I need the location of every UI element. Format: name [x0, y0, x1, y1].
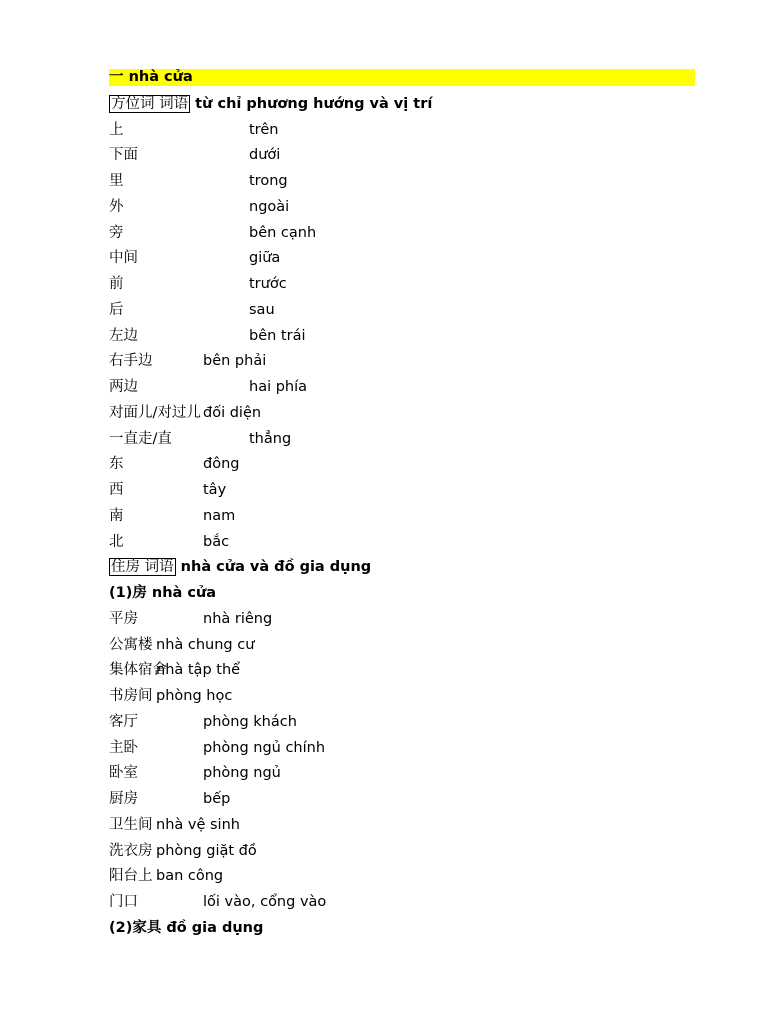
vocab-row — [109, 452, 695, 478]
vocab-term: 左边 — [109, 327, 138, 344]
vocab-meaning: phòng học — [156, 688, 233, 704]
vocab-meaning: ban công — [156, 868, 224, 885]
vocab-row — [109, 324, 695, 350]
vocab-row — [109, 813, 695, 839]
vocab-term: 门口 — [109, 894, 138, 910]
vocab-term: 南 — [109, 507, 124, 524]
vocab-row — [109, 530, 695, 556]
subsection-heading: (1)房 nhà cửa — [109, 585, 217, 601]
vocab-row — [109, 195, 695, 221]
vocab-term: 北 — [109, 533, 124, 550]
vocab-row — [109, 169, 695, 195]
vocab-term: 平房 — [109, 610, 138, 627]
vocab-term: 卧室 — [109, 765, 138, 782]
vocab-row — [109, 375, 695, 401]
vocab-term: 上 — [109, 121, 124, 138]
vocab-term: 洗衣房 — [109, 842, 153, 859]
vocab-meaning: trên — [249, 121, 279, 138]
vocab-meaning: phòng ngủ chính — [203, 739, 326, 756]
vocab-meaning: đông — [203, 456, 240, 473]
vocab-meaning: giữa — [249, 250, 281, 267]
vocab-term: 两边 — [109, 379, 138, 395]
vocab-row — [109, 504, 695, 530]
vocab-row — [109, 478, 695, 504]
vocab-meaning: nhà riêng — [203, 610, 273, 627]
vocab-term: 客厅 — [109, 713, 138, 730]
vocab-row — [109, 607, 695, 633]
vocab-meaning: bếp — [203, 791, 231, 807]
vocab-row — [109, 118, 695, 144]
vocab-meaning: sau — [249, 301, 275, 318]
vocab-meaning: dưới — [249, 147, 281, 164]
vocab-meaning: phòng ngủ — [203, 765, 281, 782]
vocab-meaning: tây — [203, 482, 227, 498]
vocab-meaning: phòng giặt đồ — [156, 842, 257, 859]
vocab-term: 中间 — [109, 250, 138, 267]
vocab-term: 东 — [109, 456, 124, 473]
vocab-meaning: nhà tập thể — [156, 662, 241, 679]
vocab-term: 右手边 — [109, 353, 153, 370]
vocab-term: 前 — [109, 276, 124, 292]
vocab-term: 阳台上 — [109, 868, 153, 885]
section1-boxed-label: 方位词 词语 — [111, 95, 189, 112]
vocab-row — [109, 658, 695, 684]
chapter-title-prefix: 一 — [109, 69, 124, 85]
vocab-meaning: hai phía — [249, 379, 308, 395]
vocab-row — [109, 246, 695, 272]
chapter-title-bar — [109, 69, 695, 86]
section2-boxed-label: 住房 词语 — [111, 559, 174, 576]
vocab-term: 旁 — [109, 224, 124, 241]
section1-heading-text: từ chỉ phương hướng và vị trí — [195, 95, 433, 112]
document-page — [109, 66, 695, 942]
vocab-row — [109, 890, 695, 916]
vocab-meaning: phòng khách — [203, 713, 297, 730]
vocab-row — [109, 684, 695, 710]
vocab-row — [109, 401, 695, 427]
vocab-meaning: nhà chung cư — [156, 636, 255, 653]
vocab-term: 卫生间 — [109, 816, 153, 833]
vocab-meaning: bắc — [203, 533, 230, 550]
vocab-meaning: bên trái — [249, 327, 306, 344]
vocab-term: 后 — [109, 301, 124, 318]
vocab-term: 厨房 — [109, 791, 138, 807]
vocab-row — [109, 710, 695, 736]
vocab-row — [109, 633, 695, 659]
vocab-term: 下面 — [109, 147, 138, 164]
section2-heading-text: nhà cửa và đồ gia dụng — [180, 559, 372, 576]
vocab-term: 书房间 — [109, 688, 153, 704]
vocab-row — [109, 736, 695, 762]
vocab-meaning: thẳng — [249, 430, 292, 447]
chapter-title-text: nhà cửa — [128, 69, 193, 85]
vocab-term: 一直走/直 — [109, 430, 172, 447]
vocab-row — [109, 272, 695, 298]
vocab-row — [109, 349, 695, 375]
subsection-heading: (2)家具 đồ gia dụng — [109, 919, 264, 936]
vocab-term: 集体宿舍 — [109, 662, 167, 679]
vocab-meaning: bên cạnh — [249, 224, 317, 241]
vocab-meaning: lối vào, cổng vào — [203, 894, 327, 910]
vocab-meaning: trước — [249, 276, 287, 292]
vocab-meaning: bên phải — [203, 353, 267, 370]
vocab-row — [109, 761, 695, 787]
vocab-row — [109, 864, 695, 890]
section2-heading — [109, 555, 695, 581]
vocab-row — [109, 839, 695, 865]
vocab-row — [109, 221, 695, 247]
vocab-row — [109, 787, 695, 813]
vocab-meaning: nhà vệ sinh — [156, 816, 240, 833]
vocab-term: 里 — [109, 173, 124, 189]
vocab-meaning: nam — [203, 507, 236, 524]
vocab-term: 外 — [109, 198, 124, 215]
vocab-row — [109, 143, 695, 169]
section1-heading — [109, 92, 695, 118]
vocab-row — [109, 427, 695, 453]
vocab-term: 西 — [109, 482, 124, 498]
vocab-meaning: đối diện — [203, 404, 262, 421]
vocab-term: 公寓楼 — [109, 636, 153, 653]
vocab-meaning: trong — [249, 173, 288, 189]
vocab-meaning: ngoài — [249, 198, 290, 215]
vocab-row — [109, 298, 695, 324]
vocab-term: 主卧 — [109, 739, 138, 756]
vocab-term: 对面儿/对过儿 — [109, 404, 201, 421]
